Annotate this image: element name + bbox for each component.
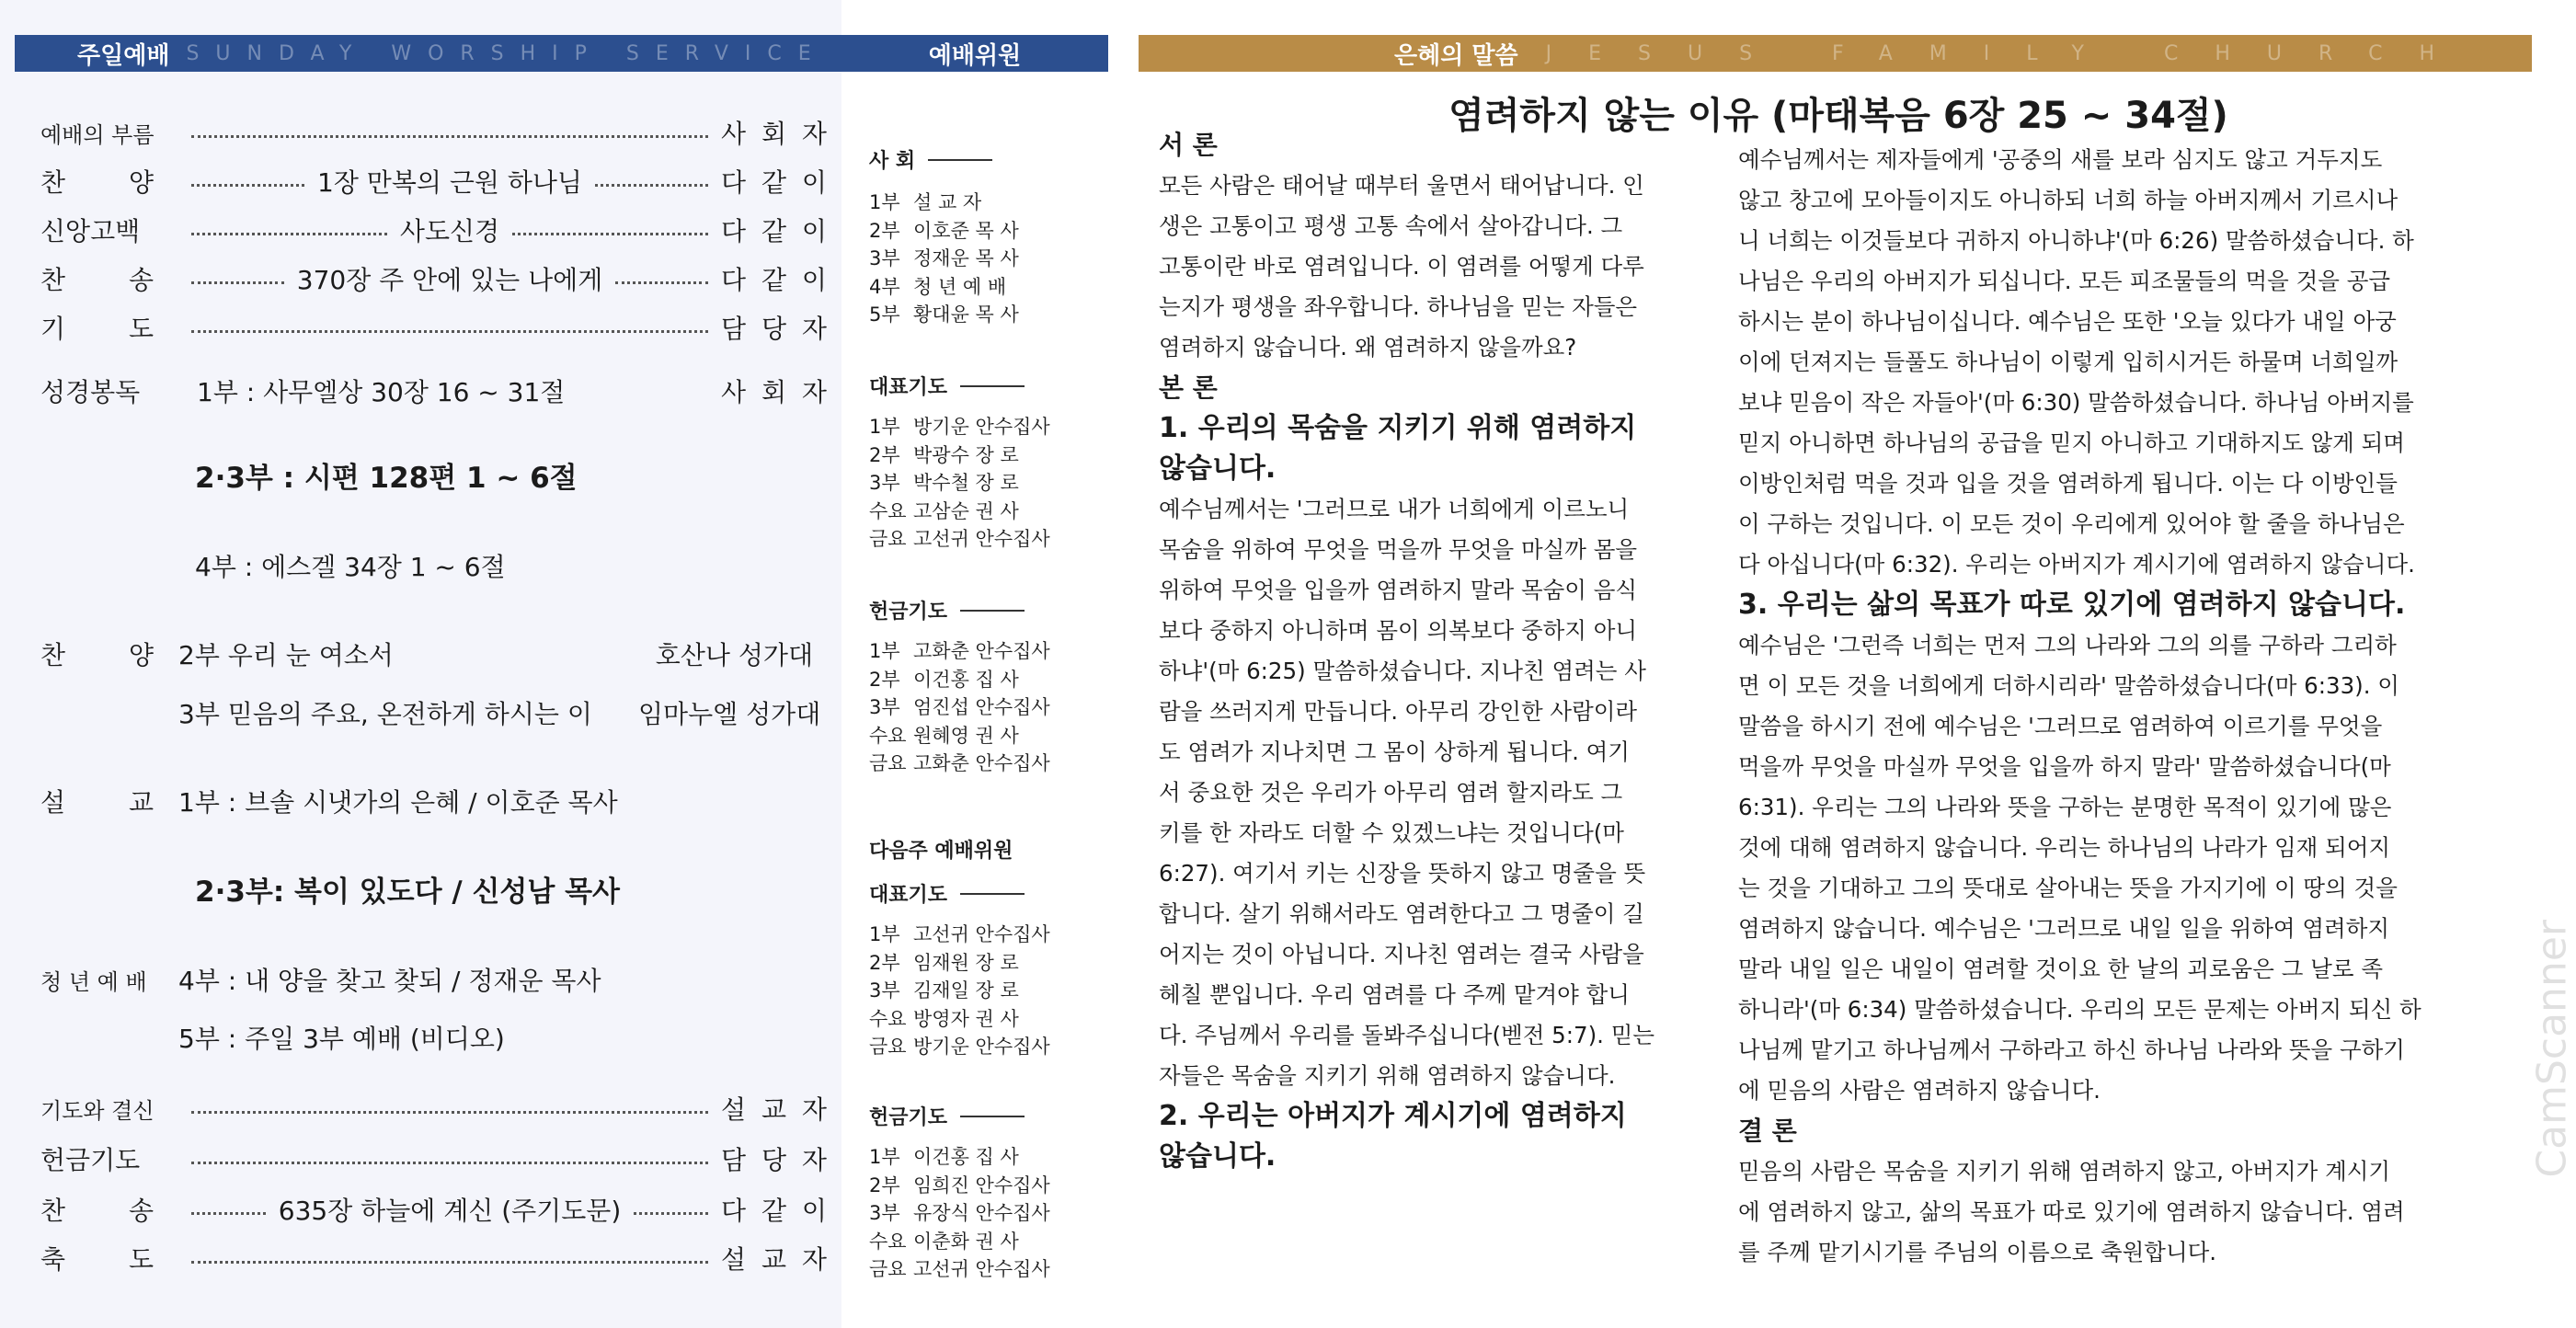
committee-person: 원혜영 권 사	[913, 724, 1019, 747]
service-row-content	[178, 547, 721, 584]
committee-section-label: 헌금기도	[869, 601, 948, 624]
section-rule	[928, 159, 992, 161]
dotted-leader	[191, 330, 708, 333]
service-row	[40, 1090, 830, 1127]
committee-service: 금요	[869, 528, 907, 550]
committee-person: 고화춘 안수집사	[913, 752, 1050, 774]
service-row-content	[178, 326, 721, 329]
committee-row	[869, 749, 1106, 776]
committee-section-title	[869, 879, 1025, 908]
sermon-line: 에 염려하지 않고, 삶의 목표가 따로 있기에 염려하지 않습니다. 염려	[1738, 1198, 2405, 1225]
service-row-label: 설 교	[40, 787, 181, 818]
service-row-content	[178, 260, 721, 297]
sermon-line: 먹을까 무엇을 마실까 무엇을 입을까 하지 말라' 말씀하셨습니다(마	[1738, 753, 2391, 780]
sermon-heading: 않습니다.	[1159, 1140, 1277, 1173]
committee-service: 수요	[869, 1007, 907, 1030]
sermon-header	[1139, 35, 2532, 72]
section-rule	[960, 385, 1025, 387]
committee-row	[869, 188, 1106, 215]
service-row-leader: 사 회 자	[721, 119, 830, 149]
committee-section-title	[869, 596, 1025, 624]
service-row-content	[178, 783, 721, 819]
service-row-content	[178, 454, 721, 496]
committee-row	[869, 441, 1106, 468]
sermon-line: 자들은 목숨을 지키기 위해 염려하지 않습니다.	[1159, 1062, 1616, 1089]
committee-person: 이춘화 권 사	[913, 1230, 1019, 1253]
service-row-text: 2·3부 : 시편 128편 1 ~ 6절	[195, 461, 578, 495]
service-row	[40, 547, 813, 584]
sermon-header-title: 은혜의 말씀	[1394, 41, 1518, 70]
committee-service: 수요	[869, 724, 907, 747]
service-row-leader: 담 당 자	[721, 1145, 830, 1175]
service-row-text: 5부 : 주일 3부 예배 (비디오)	[178, 1024, 505, 1054]
service-row-label: 신앙고백	[40, 216, 141, 246]
committee-service: 수요	[869, 499, 907, 522]
service-row-leader: 임마누엘 성가대	[638, 699, 821, 729]
service-header-title: 주일예배	[77, 41, 170, 70]
service-row	[40, 783, 813, 819]
sermon-line: 보냐 믿음이 작은 자들아'(마 6:30) 말씀하셨습니다. 하나님 아버지를	[1738, 389, 2414, 416]
sermon-line: 보다 중하지 아니하며 몸이 의복보다 중하지 아니	[1159, 617, 1638, 644]
service-row-content	[178, 961, 721, 998]
sermon-line: 서 중요한 것은 우리가 아무리 염려 할지라도 그	[1159, 779, 1623, 806]
committee-service: 1부	[869, 191, 900, 213]
service-row-text: 635장 하늘에 계신 (주기도문)	[278, 1196, 622, 1226]
service-row	[40, 114, 830, 151]
dotted-leader	[191, 1111, 708, 1114]
sermon-line: 말라 내일 일은 내일이 염려할 것이요 한 날의 괴로움은 그 날로 족	[1738, 956, 2384, 982]
committee-service: 2부	[869, 1173, 900, 1196]
service-row	[40, 1191, 830, 1228]
service-row-text: 4부 : 내 양을 찾고 찾되 / 정재운 목사	[178, 966, 601, 996]
sermon-line: 면 이 모든 것을 너희에게 더하시리라' 말씀하셨습니다(마 6:33). 이	[1738, 672, 2399, 699]
service-row-leader: 다 같 이	[721, 167, 830, 198]
section-rule	[960, 1116, 1025, 1117]
service-row-content	[178, 372, 721, 409]
sermon-line: 목숨을 위하여 무엇을 먹을까 무엇을 마실까 몸을	[1159, 536, 1638, 563]
service-row-text: 2부 우리 눈 여소서	[178, 640, 394, 670]
committee-person: 김재일 장 로	[913, 979, 1019, 1002]
sermon-line: 다. 주님께서 우리를 돌봐주십니다(벧전 5:7). 믿는	[1159, 1022, 1655, 1048]
sermon-line: 는지가 평생을 좌우합니다. 하나님을 믿는 자들은	[1159, 293, 1638, 320]
sermon-line: 키를 한 자라도 더할 수 있겠느냐는 것입니다(마	[1159, 819, 1624, 846]
committee-section-title	[869, 145, 992, 174]
service-row-label: 찬 송	[40, 265, 181, 295]
service-row-text: 2·3부: 복이 있도다 / 신성남 목사	[195, 875, 621, 909]
service-row-content	[178, 1191, 721, 1228]
service-row	[40, 260, 830, 297]
service-row-leader: 설 교 자	[721, 1094, 830, 1125]
sermon-line: 이방인처럼 먹을 것과 입을 것을 염려하게 됩니다. 이는 다 이방인들	[1738, 470, 2398, 497]
dotted-leader	[191, 184, 304, 187]
committee-person: 방영자 권 사	[913, 1007, 1019, 1030]
service-row	[40, 1019, 813, 1056]
sermon-line: 나님은 우리의 아버지가 되십니다. 모든 피조물들의 먹을 것을 공급	[1738, 268, 2391, 294]
service-row-content	[178, 163, 721, 200]
committee-service: 1부	[869, 1146, 900, 1168]
committee-person: 고선귀 안수집사	[913, 1258, 1050, 1280]
sermon-line: 말씀을 하시기 전에 예수님은 '그러므로 염려하여 이르기를 무엇을	[1738, 713, 2383, 739]
sermon-line: 6:27). 여기서 키는 신장을 뜻하지 않고 명줄을 뜻	[1159, 860, 1646, 887]
sermon-line: 합니다. 살기 위해서라도 염려한다고 그 명줄이 길	[1159, 900, 1644, 927]
sermon-heading: 2. 우리는 아버지가 계시기에 염려하지	[1159, 1100, 1627, 1132]
committee-service: 2부	[869, 668, 900, 691]
service-row-label: 예배의 부름	[40, 121, 155, 148]
sermon-line: 하시는 분이 하나님이십니다. 예수님은 또한 '오늘 있다가 내일 아궁	[1738, 308, 2397, 335]
committee-row	[869, 665, 1106, 693]
service-row-content	[178, 694, 638, 731]
committee-person: 이호준 목 사	[913, 219, 1019, 242]
service-row-content	[178, 868, 721, 910]
committee-person: 이건홍 집 사	[913, 668, 1019, 691]
dotted-leader	[512, 233, 708, 235]
service-header	[15, 35, 841, 72]
committee-section-label: 사 회	[869, 150, 916, 173]
sermon-line: 람을 쓰러지게 만듭니다. 아무리 강인한 사람이라	[1159, 698, 1638, 725]
committee-person: 임희진 안수집사	[913, 1173, 1050, 1196]
committee-section-title	[869, 372, 1025, 400]
service-row-leader: 설 교 자	[721, 1244, 830, 1275]
sermon-line: 모든 사람은 태어날 때부터 울면서 태어납니다. 인	[1159, 172, 1644, 199]
committee-row	[869, 244, 1106, 271]
dotted-leader	[191, 1212, 266, 1215]
committee-row	[869, 721, 1106, 749]
committee-row	[869, 1032, 1106, 1059]
committee-section-label: 대표기도	[869, 884, 948, 907]
service-row	[40, 309, 830, 346]
service-row-leader: 다 같 이	[721, 1196, 830, 1226]
service-row	[40, 961, 813, 998]
committee-row	[869, 524, 1106, 552]
sermon-line: 염려하지 않습니다. 예수님은 '그러므로 내일 일을 위하여 염려하지	[1738, 915, 2390, 942]
committee-row	[869, 497, 1106, 524]
sermon-line: 예수님께서는 '그러므로 내가 너희에게 이르노니	[1159, 496, 1630, 522]
committee-row	[869, 1198, 1106, 1226]
sermon-line: 는 것을 기대하고 그의 뜻대로 살아내는 뜻을 가지기에 이 땅의 것을	[1738, 875, 2398, 901]
sermon-title: 염려하지 않는 이유 (마태복음 6장 25 ~ 34절)	[1448, 95, 2228, 137]
committee-person: 정재운 목 사	[913, 247, 1019, 269]
committee-service: 1부	[869, 640, 900, 662]
committee-person: 고선귀 안수집사	[913, 528, 1050, 550]
sermon-line: 예수님께서는 제자들에게 '공중의 새를 보라 심지도 않고 거두지도	[1738, 146, 2383, 173]
committee-section-label: 헌금기도	[869, 1106, 948, 1129]
service-row-label: 헌금기도	[40, 1145, 141, 1175]
sermon-line: 6:31). 우리는 그의 나라와 뜻을 구하는 분명한 목적이 있기에 많은	[1738, 794, 2392, 820]
committee-service: 금요	[869, 1258, 907, 1280]
committee-person: 방기운 안수집사	[913, 416, 1050, 438]
dotted-leader	[191, 1261, 708, 1264]
order-of-service-panel	[0, 0, 841, 1328]
sermon-line: 어지는 것이 아닙니다. 지나친 염려는 결국 사람을	[1159, 941, 1644, 967]
service-row-label: 찬 양	[40, 167, 181, 198]
sermon-line: 하니라'(마 6:34) 말씀하셨습니다. 우리의 모든 문제는 아버지 되신 하	[1738, 996, 2421, 1023]
watermark: CamScanner	[2529, 920, 2576, 1178]
committee-header-title: 예배위원	[928, 41, 1022, 70]
sermon-column-2	[1738, 140, 2529, 1273]
sermon-line: 헤칠 뿐입니다. 우리 염려를 다 주께 맡겨야 합니	[1159, 981, 1630, 1008]
committee-service: 3부	[869, 696, 900, 718]
committee-person: 엄진섭 안수집사	[913, 696, 1050, 718]
committee-service: 수요	[869, 1230, 907, 1253]
committee-service: 1부	[869, 923, 900, 945]
committee-row	[869, 1142, 1106, 1170]
service-row-content	[178, 1257, 721, 1260]
service-row-leader: 호산나 성가대	[655, 640, 813, 670]
committee-row	[869, 693, 1106, 720]
committee-service: 금요	[869, 752, 907, 774]
service-row-content	[178, 635, 638, 672]
service-row-leader: 다 같 이	[721, 216, 830, 246]
committee-row	[869, 920, 1106, 947]
committee-section-title	[869, 1102, 1025, 1130]
sermon-line: 를 주께 맡기시기를 주님의 이름으로 축원합니다.	[1738, 1239, 2217, 1265]
committee-row	[869, 976, 1106, 1003]
committee-service: 3부	[869, 979, 900, 1002]
sermon-line: 에 믿음의 사람은 염려하지 않습니다.	[1738, 1077, 2101, 1104]
committee-person: 고삼순 권 사	[913, 499, 1019, 522]
sermon-line: 믿음의 사람은 목숨을 지키기 위해 염려하지 않고, 아버지가 계시기	[1738, 1158, 2391, 1185]
service-row-label: 기도와 결신	[40, 1097, 155, 1124]
sermon-line: 예수님은 '그런즉 너희는 먼저 그의 나라와 그의 의를 구하라 그리하	[1738, 632, 2397, 658]
section-rule	[960, 610, 1025, 612]
service-row-label: 찬 양	[40, 640, 181, 670]
dotted-leader	[615, 281, 708, 284]
service-row	[40, 1240, 830, 1276]
committee-person: 이건홍 집 사	[913, 1146, 1019, 1168]
committee-row	[869, 216, 1106, 244]
service-row-content	[178, 1107, 721, 1110]
service-row	[40, 212, 830, 248]
committee-person: 박수철 장 로	[913, 472, 1019, 494]
sermon-line: 믿지 아니하면 하나님의 공급을 믿지 아니하고 기대하지도 않게 되며	[1738, 429, 2405, 456]
committee-service: 3부	[869, 472, 900, 494]
committee-row	[869, 412, 1106, 440]
service-row-text: 3부 믿음의 주요, 온전하게 하시는 이	[178, 699, 592, 729]
sermon-line: 고통이란 바로 염려입니다. 이 염려를 어떻게 다루	[1159, 253, 1644, 280]
committee-person: 임재원 장 로	[913, 951, 1019, 974]
service-row-leader: 다 같 이	[721, 265, 830, 295]
sermon-line: 이 구하는 것입니다. 이 모든 것이 우리에게 있어야 할 줄을 하나님은	[1738, 510, 2405, 537]
sermon-line: 것에 대해 염려하지 않습니다. 우리는 하나님의 나라가 임재 되어지	[1738, 834, 2391, 861]
sermon-heading: 서 론	[1159, 130, 1218, 160]
committee-service: 2부	[869, 951, 900, 974]
sermon-line: 이에 던져지는 들풀도 하나님이 이렇게 입히시거든 하물며 너희일까	[1738, 349, 2399, 375]
service-row-leader: 담 당 자	[721, 314, 830, 344]
sermon-line: 다 아십니다(마 6:32). 우리는 아버지가 계시기에 염려하지 않습니다.	[1738, 551, 2415, 578]
dotted-leader	[595, 184, 708, 187]
service-row-content	[178, 1019, 721, 1056]
sermon-panel	[1139, 0, 2576, 1328]
committee-service: 4부	[869, 275, 900, 298]
committee-section-title	[869, 835, 1013, 864]
sermon-header-subtitle: JESUS FAMILY CHURCH	[1545, 41, 2472, 65]
service-row	[40, 372, 830, 409]
committee-row	[869, 1254, 1106, 1282]
service-row-content	[178, 212, 721, 248]
service-row-content	[178, 1158, 721, 1161]
committee-row	[869, 636, 1106, 664]
sermon-line: 않고 창고에 모아들이지도 아니하되 너희 하늘 아버지께서 기르시나	[1738, 187, 2399, 213]
committee-person: 방기운 안수집사	[913, 1036, 1050, 1058]
service-row-text: 1부 : 사무엘상 30장 16 ~ 31절	[197, 377, 566, 407]
committee-row	[869, 300, 1106, 327]
service-row	[40, 635, 813, 672]
committee-row	[869, 468, 1106, 496]
committee-row	[869, 1004, 1106, 1032]
committee-person: 박광수 장 로	[913, 443, 1019, 466]
sermon-line: 생은 고통이고 평생 고통 속에서 살아갑니다. 그	[1159, 212, 1623, 239]
service-row-content	[178, 132, 721, 134]
committee-service: 1부	[869, 416, 900, 438]
section-rule	[960, 893, 1025, 895]
dotted-leader	[191, 233, 387, 235]
sermon-heading: 1. 우리의 목숨을 지키기 위해 염려하지	[1159, 412, 1637, 444]
committee-service: 2부	[869, 443, 900, 466]
committee-person: 청 년 예 배	[913, 275, 1007, 298]
committee-person: 황대윤 목 사	[913, 303, 1019, 326]
sermon-column-1	[1159, 125, 1720, 1177]
service-row	[40, 163, 830, 200]
committee-header	[841, 35, 1108, 72]
sermon-line: 나님께 맡기고 하나님께서 구하라고 하신 하나님 나라와 뜻을 구하기	[1738, 1036, 2405, 1063]
sermon-heading: 본 론	[1159, 372, 1218, 403]
sermon-heading: 않습니다.	[1159, 452, 1277, 485]
committee-service: 3부	[869, 247, 900, 269]
committee-person: 유장식 안수집사	[913, 1202, 1050, 1224]
service-header-subtitle: SUNDAY WORSHIP SERVICE	[186, 41, 828, 65]
committee-service: 2부	[869, 219, 900, 242]
dotted-leader	[191, 135, 708, 138]
sermon-line: 위하여 무엇을 입을까 염려하지 말라 목숨이 음식	[1159, 577, 1638, 603]
committee-row	[869, 272, 1106, 300]
service-row-leader: 사 회 자	[721, 377, 830, 407]
committee-section-label: 대표기도	[869, 376, 948, 399]
committee-person: 고화춘 안수집사	[913, 640, 1050, 662]
dotted-leader	[191, 281, 284, 284]
service-row	[40, 870, 813, 907]
service-row-text: 370장 주 안에 있는 나에게	[296, 265, 603, 295]
committee-panel	[841, 0, 1108, 1328]
committee-service: 금요	[869, 1036, 907, 1058]
service-row-label: 찬 송	[40, 1196, 181, 1226]
service-row-text: 사도신경	[399, 216, 500, 246]
sermon-line: 하냐'(마 6:25) 말씀하셨습니다. 지나친 염려는 사	[1159, 658, 1646, 684]
committee-row	[869, 948, 1106, 976]
service-row	[40, 1140, 830, 1177]
dotted-leader	[191, 1162, 708, 1164]
committee-person: 고선귀 안수집사	[913, 923, 1050, 945]
sermon-line: 도 염려가 지나치면 그 몸이 상하게 됩니다. 여기	[1159, 738, 1630, 765]
sermon-line: 니 너희는 이것들보다 귀하지 아니하냐'(마 6:26) 말씀하셨습니다. 하	[1738, 227, 2414, 254]
committee-row	[869, 1171, 1106, 1198]
service-row-label: 성경봉독	[40, 377, 141, 407]
service-row-label: 청 년 예 배	[40, 968, 147, 995]
dotted-leader	[634, 1212, 708, 1215]
sermon-heading: 결 론	[1738, 1116, 1797, 1146]
committee-service: 5부	[869, 303, 900, 326]
service-row-text: 4부 : 에스겔 34장 1 ~ 6절	[195, 552, 506, 582]
service-row	[40, 694, 821, 731]
committee-service: 3부	[869, 1202, 900, 1224]
committee-section-label: 다음주 예배위원	[869, 840, 1013, 863]
service-row-label: 기 도	[40, 314, 181, 344]
service-row-text: 1장 만복의 근원 하나님	[317, 167, 582, 198]
sermon-heading: 3. 우리는 삶의 목표가 따로 있기에 염려하지 않습니다.	[1738, 589, 2406, 621]
sermon-line: 염려하지 않습니다. 왜 염려하지 않을까요?	[1159, 334, 1577, 361]
service-row	[40, 456, 813, 493]
committee-person: 설 교 자	[913, 191, 982, 213]
committee-row	[869, 1227, 1106, 1254]
service-row-text: 1부 : 브솔 시냇가의 은혜 / 이호준 목사	[178, 787, 618, 818]
service-row-label: 축 도	[40, 1244, 181, 1275]
